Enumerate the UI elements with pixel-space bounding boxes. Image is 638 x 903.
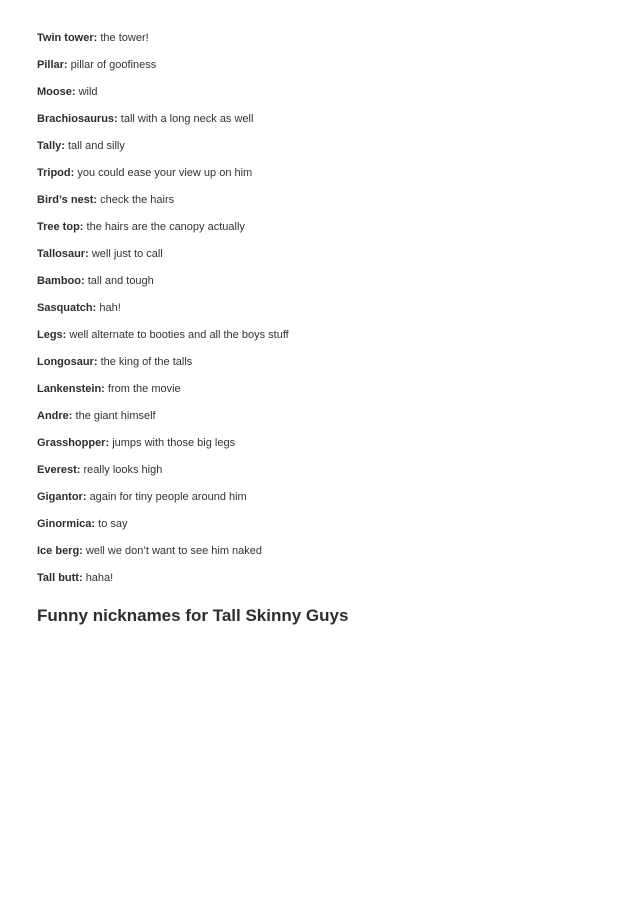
- nickname-definition: check the hairs: [100, 194, 175, 206]
- list-item: [37, 406, 607, 433]
- nickname-definition: well just to call: [91, 248, 163, 260]
- nickname-list: [37, 28, 607, 595]
- list-item: [37, 568, 607, 595]
- nickname-term: Ice berg:: [37, 545, 83, 557]
- nickname-term: Tree top:: [37, 221, 84, 233]
- list-item: [37, 325, 607, 352]
- list-item: [37, 136, 607, 163]
- list-item: [37, 217, 607, 244]
- nickname-term: Everest:: [37, 464, 81, 476]
- list-item: [37, 487, 607, 514]
- nickname-definition: the tower!: [100, 32, 149, 44]
- nickname-definition: the hairs are the canopy actually: [86, 221, 245, 233]
- nickname-term: Longosaur:: [37, 356, 98, 368]
- list-item: [37, 244, 607, 271]
- nickname-term: Tall butt:: [37, 572, 83, 584]
- nickname-definition: the giant himself: [75, 410, 156, 422]
- nickname-definition: well we don’t want to see him naked: [85, 545, 263, 557]
- list-item: [37, 82, 607, 109]
- nickname-term: Grasshopper:: [37, 437, 110, 449]
- nickname-definition: the king of the talls: [100, 356, 193, 368]
- nickname-definition: pillar of goofiness: [70, 59, 157, 71]
- section-heading: Funny nicknames for Tall Skinny Guys: [37, 606, 349, 625]
- nickname-term: Moose:: [37, 86, 76, 98]
- nickname-definition: tall and silly: [67, 140, 125, 152]
- nickname-term: Bird’s nest:: [37, 194, 98, 206]
- nickname-term: Andre:: [37, 410, 73, 422]
- list-item: [37, 433, 607, 460]
- nickname-term: Sasquatch:: [37, 302, 97, 314]
- nickname-term: Tally:: [37, 140, 65, 152]
- list-item: [37, 109, 607, 136]
- list-item: [37, 541, 607, 568]
- list-item: [37, 460, 607, 487]
- list-item: [37, 298, 607, 325]
- list-item: [37, 379, 607, 406]
- nickname-definition: tall and tough: [87, 275, 154, 287]
- nickname-term: Pillar:: [37, 59, 68, 71]
- nickname-term: Legs:: [37, 329, 67, 341]
- list-item: [37, 352, 607, 379]
- nickname-definition: hah!: [99, 302, 121, 314]
- nickname-definition: wild: [78, 86, 98, 98]
- list-item: [37, 163, 607, 190]
- nickname-definition: from the movie: [107, 383, 181, 395]
- nickname-term: Ginormica:: [37, 518, 96, 530]
- nickname-definition: well alternate to booties and all the boys stuff: [69, 329, 289, 341]
- list-item: [37, 55, 607, 82]
- nickname-definition: you could ease your view up on him: [77, 167, 253, 179]
- list-item: [37, 28, 607, 55]
- nickname-definition: jumps with those big legs: [112, 437, 236, 449]
- nickname-definition: to say: [98, 518, 128, 530]
- nickname-definition: haha!: [85, 572, 114, 584]
- nickname-term: Bamboo:: [37, 275, 85, 287]
- nickname-term: Tallosaur:: [37, 248, 89, 260]
- nickname-definition: tall with a long neck as well: [120, 113, 254, 125]
- nickname-term: Lankenstein:: [37, 383, 105, 395]
- list-item: [37, 271, 607, 298]
- nickname-definition: really looks high: [83, 464, 163, 476]
- nickname-definition: again for tiny people around him: [89, 491, 247, 503]
- nickname-term: Tripod:: [37, 167, 75, 179]
- nickname-term: Gigantor:: [37, 491, 87, 503]
- list-item: [37, 190, 607, 217]
- list-item: [37, 514, 607, 541]
- nickname-term: Brachiosaurus:: [37, 113, 118, 125]
- nickname-term: Twin tower:: [37, 32, 98, 44]
- document-page: [37, 28, 607, 628]
